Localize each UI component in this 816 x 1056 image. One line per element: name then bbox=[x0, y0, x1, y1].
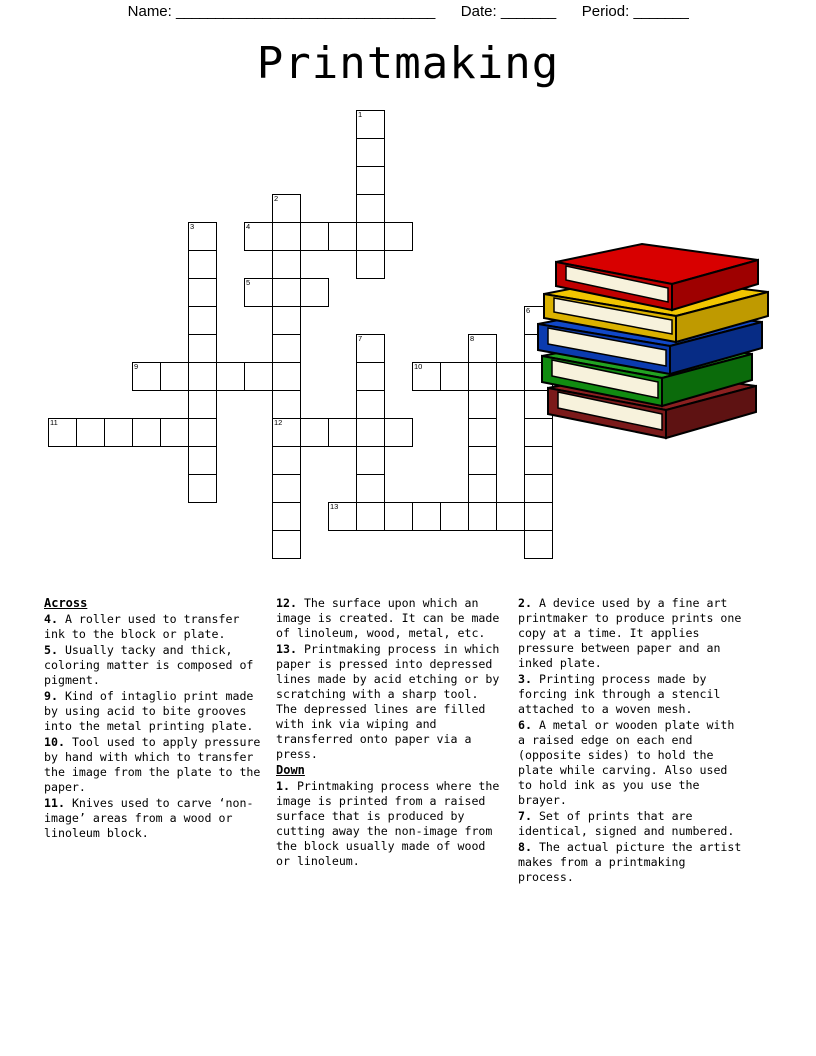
clue-text: Printing process made by forcing ink through a stencil attached to a woven mesh. bbox=[518, 672, 721, 716]
crossword-cell[interactable] bbox=[188, 446, 217, 475]
clue-text: Usually tacky and thick, coloring matter is composed of pigment. bbox=[44, 643, 254, 687]
crossword-cell[interactable] bbox=[272, 194, 301, 223]
crossword-cell[interactable] bbox=[356, 502, 385, 531]
crossword-cell[interactable] bbox=[48, 418, 77, 447]
cell-number: 5 bbox=[246, 278, 251, 287]
clue-number: 11. bbox=[44, 796, 65, 810]
crossword-cell[interactable] bbox=[468, 418, 497, 447]
clue-across-9 bbox=[44, 689, 262, 734]
crossword-cell[interactable] bbox=[356, 110, 385, 139]
clue-across-5 bbox=[44, 643, 262, 688]
clue-number: 13. bbox=[276, 642, 297, 656]
clue-column-3 bbox=[518, 596, 762, 886]
crossword-cell[interactable] bbox=[272, 502, 301, 531]
name-field[interactable] bbox=[128, 3, 435, 20]
cell-number: 4 bbox=[246, 222, 251, 231]
clue-across-4 bbox=[44, 612, 262, 642]
crossword-cell[interactable] bbox=[216, 362, 245, 391]
clue-across-13 bbox=[276, 642, 504, 762]
crossword-cell[interactable] bbox=[76, 418, 105, 447]
name-blank: _________________________________ bbox=[176, 3, 435, 20]
student-info-header bbox=[0, 0, 816, 26]
crossword-cell[interactable] bbox=[188, 250, 217, 279]
crossword-cell[interactable] bbox=[524, 530, 553, 559]
clue-text: A roller used to transfer ink to the block or plate. bbox=[44, 612, 240, 641]
clue-number: 10. bbox=[44, 735, 65, 749]
crossword-cell[interactable] bbox=[272, 250, 301, 279]
crossword-cell[interactable] bbox=[356, 250, 385, 279]
crossword-cell[interactable] bbox=[356, 446, 385, 475]
clue-text: Printmaking process in which paper is pressed into depressed lines made by acid etching or by scratching with a sharp tool. The depressed lines are filled with ink via wiping and transferred onto paper via a press. bbox=[276, 642, 500, 761]
clue-column-2 bbox=[276, 596, 518, 886]
clue-text: The surface upon which an image is created. It can be made of linoleum, wood, metal, etc. bbox=[276, 596, 500, 640]
clue-number: 3. bbox=[518, 672, 532, 686]
clue-text: Set of prints that are identical, signed and numbered. bbox=[518, 809, 735, 838]
clue-number: 2. bbox=[518, 596, 532, 610]
crossword-cell[interactable] bbox=[384, 222, 413, 251]
across-heading: Across bbox=[44, 596, 88, 610]
crossword-cell[interactable] bbox=[272, 334, 301, 363]
crossword-cell[interactable] bbox=[188, 278, 217, 307]
crossword-cell[interactable] bbox=[384, 418, 413, 447]
crossword-grid[interactable] bbox=[0, 104, 560, 574]
clue-across-11 bbox=[44, 796, 262, 841]
clue-text: Kind of intaglio print made by using acid to bite grooves into the metal printing plate. bbox=[44, 689, 254, 733]
clue-down-6 bbox=[518, 718, 748, 808]
crossword-cell[interactable] bbox=[524, 446, 553, 475]
crossword-cell[interactable] bbox=[188, 222, 217, 251]
crossword-cell[interactable] bbox=[356, 362, 385, 391]
clue-across-12 bbox=[276, 596, 504, 641]
crossword-cell[interactable] bbox=[272, 418, 301, 447]
clue-number: 8. bbox=[518, 840, 532, 854]
crossword-cell[interactable] bbox=[524, 474, 553, 503]
name-label: Name: bbox=[127, 3, 172, 20]
crossword-cell[interactable] bbox=[468, 446, 497, 475]
clue-across-10 bbox=[44, 735, 262, 795]
crossword-cell[interactable] bbox=[300, 418, 329, 447]
crossword-cell[interactable] bbox=[272, 446, 301, 475]
crossword-cell[interactable] bbox=[272, 362, 301, 391]
cell-number: 11 bbox=[50, 418, 58, 427]
clue-text: Knives used to carve ‘non-image’ areas from a wood or linoleum block. bbox=[44, 796, 254, 840]
crossword-cell[interactable] bbox=[132, 362, 161, 391]
crossword-cell[interactable] bbox=[272, 390, 301, 419]
crossword-cell[interactable] bbox=[468, 474, 497, 503]
crossword-cell[interactable] bbox=[356, 138, 385, 167]
crossword-cell[interactable] bbox=[188, 390, 217, 419]
down-heading: Down bbox=[276, 763, 305, 777]
crossword-cell[interactable] bbox=[468, 362, 497, 391]
date-label: Date: bbox=[460, 3, 497, 20]
crossword-cell[interactable] bbox=[272, 306, 301, 335]
clue-text: A device used by a fine art printmaker to produce prints one copy at a time. It applies pressure between paper and an inked plate. bbox=[518, 596, 742, 670]
clue-number: 6. bbox=[518, 718, 532, 732]
clue-down-3 bbox=[518, 672, 748, 717]
cell-number: 6 bbox=[526, 306, 531, 315]
crossword-cell[interactable] bbox=[468, 334, 497, 363]
crossword-cell[interactable] bbox=[356, 418, 385, 447]
crossword-cell[interactable] bbox=[356, 222, 385, 251]
crossword-cell[interactable] bbox=[440, 502, 469, 531]
cell-number: 3 bbox=[190, 222, 195, 231]
clue-down-1 bbox=[276, 779, 504, 869]
clue-number: 9. bbox=[44, 689, 58, 703]
period-blank: _______ bbox=[633, 3, 689, 20]
crossword-cell[interactable] bbox=[272, 222, 301, 251]
stack-of-books-image bbox=[530, 238, 776, 450]
crossword-cell[interactable] bbox=[160, 418, 189, 447]
crossword-cell[interactable] bbox=[356, 194, 385, 223]
crossword-cell[interactable] bbox=[328, 222, 357, 251]
crossword-cell[interactable] bbox=[244, 362, 273, 391]
crossword-cell[interactable] bbox=[440, 362, 469, 391]
crossword-cell[interactable] bbox=[188, 418, 217, 447]
crossword-cell[interactable] bbox=[244, 222, 273, 251]
period-label: Period: bbox=[581, 3, 630, 20]
cell-number: 7 bbox=[358, 334, 363, 343]
clue-number: 7. bbox=[518, 809, 532, 823]
crossword-cell[interactable] bbox=[300, 278, 329, 307]
clue-text: Tool used to apply pressure by hand with which to transfer the image from the plate to the paper. bbox=[44, 735, 261, 794]
crossword-cell[interactable] bbox=[496, 362, 525, 391]
crossword-cell[interactable] bbox=[412, 362, 441, 391]
crossword-cell[interactable] bbox=[272, 278, 301, 307]
date-field[interactable] bbox=[461, 3, 556, 20]
crossword-cell[interactable] bbox=[300, 222, 329, 251]
crossword-cell[interactable] bbox=[272, 530, 301, 559]
crossword-cell[interactable] bbox=[160, 362, 189, 391]
crossword-cell[interactable] bbox=[188, 334, 217, 363]
clue-number: 1. bbox=[276, 779, 290, 793]
page-title: Printmaking bbox=[256, 38, 560, 89]
cell-number: 12 bbox=[274, 418, 283, 427]
clue-text: The actual picture the artist makes from a printmaking process. bbox=[518, 840, 742, 884]
crossword-cell[interactable] bbox=[356, 166, 385, 195]
crossword-cell[interactable] bbox=[356, 390, 385, 419]
crossword-cell[interactable] bbox=[524, 502, 553, 531]
crossword-cell[interactable] bbox=[356, 474, 385, 503]
crossword-cell[interactable] bbox=[468, 502, 497, 531]
crossword-cell[interactable] bbox=[328, 418, 357, 447]
cell-number: 9 bbox=[134, 362, 139, 371]
clue-down-7 bbox=[518, 809, 748, 839]
cell-number: 1 bbox=[358, 110, 363, 119]
date-blank: _______ bbox=[500, 3, 556, 20]
crossword-cell[interactable] bbox=[356, 334, 385, 363]
clue-column-1 bbox=[44, 596, 276, 886]
clue-down-2 bbox=[518, 596, 748, 671]
crossword-cell[interactable] bbox=[188, 362, 217, 391]
clue-number: 4. bbox=[44, 612, 58, 626]
clue-number: 12. bbox=[276, 596, 297, 610]
crossword-cell[interactable] bbox=[188, 306, 217, 335]
crossword-cell[interactable] bbox=[272, 474, 301, 503]
cell-number: 13 bbox=[330, 502, 339, 511]
crossword-cell[interactable] bbox=[188, 474, 217, 503]
cell-number: 8 bbox=[470, 334, 475, 343]
crossword-cell[interactable] bbox=[468, 390, 497, 419]
cell-number: 10 bbox=[414, 362, 423, 371]
clue-columns bbox=[44, 596, 784, 886]
crossword-cell[interactable] bbox=[104, 418, 133, 447]
period-field[interactable] bbox=[582, 3, 689, 20]
clue-text: Printmaking process where the image is printed from a raised surface that is produced by cutting away the non-image from the block usually made of wood or linoleum. bbox=[276, 779, 500, 868]
crossword-cell[interactable] bbox=[412, 502, 441, 531]
clue-number: 5. bbox=[44, 643, 58, 657]
cell-number: 2 bbox=[274, 194, 279, 203]
crossword-cell[interactable] bbox=[328, 502, 357, 531]
clue-text: A metal or wooden plate with a raised edge on each end (opposite sides) to hold the plate while carving. Also used to hold ink as you use the brayer. bbox=[518, 718, 735, 807]
crossword-cell[interactable] bbox=[496, 502, 525, 531]
crossword-cell[interactable] bbox=[132, 418, 161, 447]
crossword-cell[interactable] bbox=[384, 502, 413, 531]
crossword-cell[interactable] bbox=[244, 278, 273, 307]
clue-down-8 bbox=[518, 840, 748, 885]
